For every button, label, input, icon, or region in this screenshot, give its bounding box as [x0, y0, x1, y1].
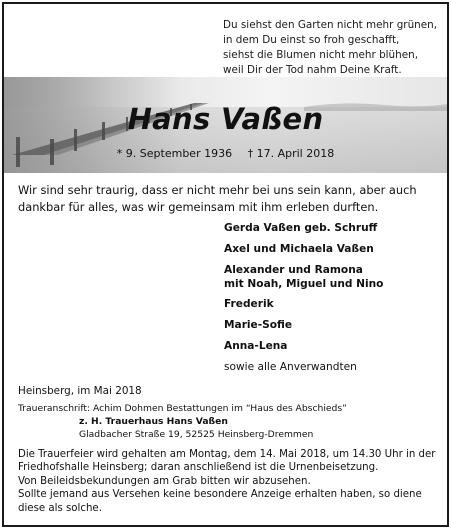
mourning-address — [18, 402, 438, 441]
funeral-notes — [18, 448, 438, 515]
address-line: Traueranschrift: Achim Dohmen Bestattungen im “Haus des Abschieds” — [18, 403, 347, 414]
poem-line: siehst die Blumen nicht mehr blühen, — [223, 49, 419, 61]
mourners-list — [224, 221, 439, 374]
intro-text — [18, 182, 434, 216]
life-dates — [4, 147, 447, 160]
notes-line: diese als solche. — [18, 502, 102, 514]
intro-line: dankbar für alles, was wir gemeinsam mit ihm erleben durften. — [18, 200, 379, 214]
mourner: Marie-Sofie — [224, 319, 293, 331]
notes-line: Von Beileidsbekundungen am Grab bitten wir abzusehen. — [18, 475, 311, 487]
mourner: Frederik — [224, 298, 274, 310]
notes-line: Die Trauerfeier wird gehalten am Montag, dem 14. Mai 2018, um 14.30 Uhr in der — [18, 449, 436, 460]
address-line: z. H. Trauerhaus Hans Vaßen — [79, 416, 228, 427]
obituary-card — [2, 2, 449, 527]
mourner: Gerda Vaßen geb. Schruff — [224, 222, 378, 234]
death-date: † 17. April 2018 — [247, 147, 335, 160]
address-line: Gladbacher Straße 19, 52525 Heinsberg-Dremmen — [79, 429, 314, 440]
deceased-name: Hans Vaßen — [127, 102, 324, 136]
notes-line: Sollte jemand aus Versehen keine besondere Anzeige erhalten haben, so diene — [18, 489, 422, 501]
poem-line: in dem Du einst so froh geschafft, — [223, 34, 400, 46]
mourner: Alexander und Ramona mit Noah, Miguel und Nino — [224, 264, 384, 290]
place-date: Heinsberg, im Mai 2018 — [18, 385, 142, 397]
poem — [223, 18, 438, 78]
mourners-closing: sowie alle Anverwandten — [224, 361, 357, 373]
mourner: Axel und Michaela Vaßen — [224, 243, 374, 255]
birth-date: * 9. September 1936 — [116, 147, 233, 160]
poem-line: Du siehst den Garten nicht mehr grünen, — [223, 19, 438, 31]
intro-line: Wir sind sehr traurig, dass er nicht mehr bei uns sein kann, aber auch — [18, 183, 417, 197]
mourner: Anna-Lena — [224, 340, 288, 352]
poem-line: weil Dir der Tod nahm Deine Kraft. — [223, 64, 402, 76]
notes-line: Friedhofshalle Heinsberg; daran anschließend ist die Urnenbeisetzung. — [18, 462, 379, 474]
